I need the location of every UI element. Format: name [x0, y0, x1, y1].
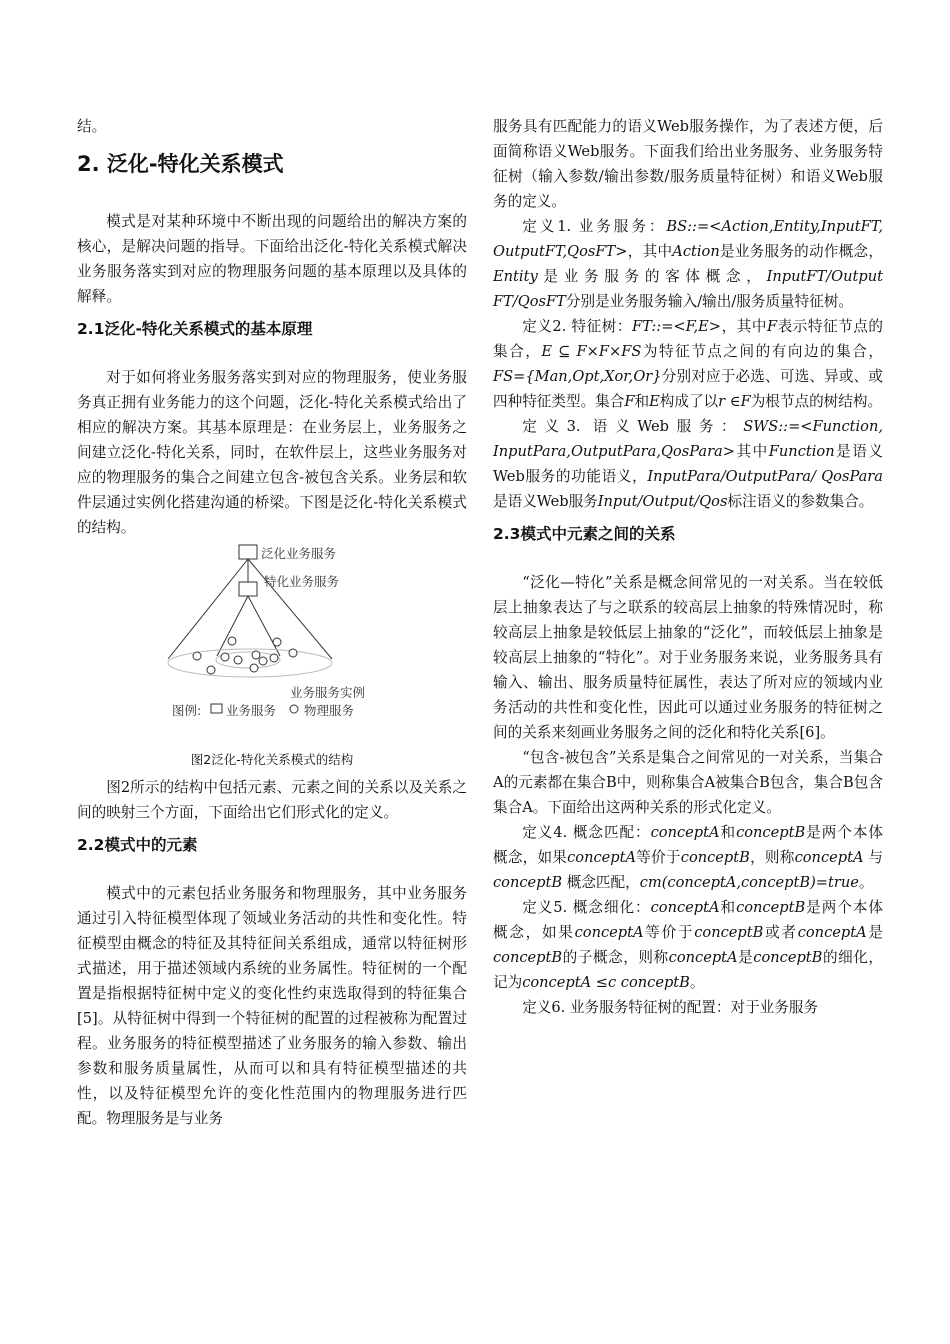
definition-6: 定义6. 业务服务特征树的配置：对于业务服务 [522, 999, 819, 1016]
paragraph: 结。 [77, 118, 107, 135]
label-general-service: 泛化业务服务 [261, 546, 337, 561]
paragraph: 对于如何将业务服务落实到对应的物理服务，使业务服务真正拥有业务能力的这个问题，泛化-特化关系模式给出了相应的解决方案。其基本原理是：在业务层上，业务服务之间建立泛化-特化关系，同时，在软件层上，这些业务服务对应的物理服务的集合之间建立包含-被包含关系。业务层和软件层通过实例化搭建沟通的桥梁。下图是泛化-特化关系模式的结构。 [77, 369, 467, 536]
physical-service-circle [234, 656, 242, 664]
figure-2 [77, 544, 467, 749]
cone-line [168, 559, 248, 659]
subsection-heading: 2.1泛化-特化关系模式的基本原理 [77, 320, 313, 338]
physical-service-circle [259, 657, 267, 665]
label-service-instance: 业务服务实例 [290, 685, 366, 700]
physical-service-circle [289, 649, 297, 657]
paragraph: “包含-被包含”关系是集合之间常见的一对关系，当集合A的元素都在集合B中，则称集合A被集合B包含，集合B包含集合A。下面给出这两种关系的形式化定义。 [493, 749, 883, 816]
definition-4: 定义4. 概念匹配：conceptA和conceptB是两个本体概念，如果conceptA等价于conceptB，则称conceptA 与 conceptB 概念匹配，cm(conceptA,conceptB)=true。 [493, 824, 883, 891]
paragraph: 服务具有匹配能力的语义Web服务操作，为了表述方便，后面简称语义Web服务。下面我们给出业务服务、业务服务特征树（输入参数/输出参数/服务质量特征树）和语义Web服务的定义。 [493, 118, 883, 210]
legend-service: 业务服务 [226, 703, 277, 718]
figure-caption: 图2泛化-特化关系模式的结构 [190, 752, 354, 767]
paragraph: 模式是对某种环境中不断出现的问题给出的解决方案的核心，是解决问题的指导。下面给出泛化-特化关系模式解决业务服务落实到对应的物理服务问题的基本原理以及具体的解释。 [77, 213, 467, 305]
paragraph: 图2所示的结构中包括元素、元素之间的关系以及关系之间的映射三个方面，下面给出它们形式化的定义。 [77, 779, 467, 821]
special-service-box [239, 582, 257, 596]
spacer [77, 353, 467, 365]
outer-set-ellipse [168, 649, 332, 677]
label-special-service: 特化业务服务 [264, 574, 340, 589]
section-heading: 2. 泛化-特化关系模式 [77, 152, 284, 176]
physical-service-circle [207, 666, 215, 674]
paragraph: 模式中的元素包括业务服务和物理服务，其中业务服务通过引入特征模型体现了领域业务活动的共性和变化性。特征模型由概念的特征及其特征间关系组成，通常以特征树形式描述，用于描述领域内系统的业务属性。特征树的一个配置是指根据特征树中定义的变化性约束选取得到的特征集合[5]。从特征树中得到一个特征树的配置的过程被称为配置过程。业务服务的特征模型描述了业务服务的输入参数、输出参数和服务质量属性，从而可以和具有特征模型描述的共性，以及特征模型允许的变化性范围内的物理服务进行匹配。物理服务是与业务 [77, 885, 467, 1127]
right-column [493, 114, 883, 1020]
subsection-heading: 2.2模式中的元素 [77, 836, 198, 854]
general-service-box [239, 545, 257, 559]
paragraph: “泛化—特化”关系是概念间常见的一对关系。当在较低层上抽象表达了与之联系的较高层上抽象的特殊情况时，称较高层上抽象是较低层上抽象的“泛化”，而较低层上抽象是较高层上抽象的“特化”。对于业务服务来说，业务服务具有输入、输出、服务质量特征属性，表达了所对应的领域内业务活动的共性和变化性，因此可以通过业务服务的特征树之间的关系来刻画业务服务之间的泛化和特化关系[6]。 [493, 574, 883, 741]
definition-1: 定义1. 业务服务：BS::=<Action,Entity,InputFT, OutputFT,QosFT>，其中Action是业务服务的动作概念，Entity是业务服务的客体概念，InputFT/Output FT/QosFT分别是业务服务输入/输出/服务质量特征树。 [493, 218, 883, 310]
legend-prefix: 图例: [172, 703, 202, 718]
legend-physical: 物理服务 [304, 703, 355, 718]
definition-3: 定义3. 语义Web服务：SWS::=<Function, InputPara,OutputPara,QosPara>其中Function是语义Web服务的功能语义，InputPara/OutputPara/ QosPara是语义Web服务Input/Output/Qos标注语义的参数集合。 [493, 418, 883, 510]
physical-service-circle [250, 664, 258, 672]
physical-service-circle [252, 651, 260, 659]
legend-box-icon [211, 704, 222, 713]
physical-service-circle [221, 653, 229, 661]
definition-2: 定义2. 特征树：FT::=<F,E>，其中F表示特征节点的集合，E ⊆ F×F×FS为特征节点之间的有向边的集合，FS={Man,Opt,Xor,Or}分别对应于必选、可选、异或、或四种特征类型。集合F和E构成了以r ∈F为根节点的树结构。 [493, 318, 883, 410]
legend-circle-icon [290, 705, 298, 713]
spacer [77, 869, 467, 881]
physical-service-circle [228, 637, 236, 645]
left-column [77, 114, 467, 1131]
subsection-heading: 2.3模式中元素之间的关系 [493, 525, 676, 543]
spacer [493, 558, 883, 570]
physical-service-circle [270, 654, 278, 662]
definition-5: 定义5. 概念细化：conceptA和conceptB是两个本体概念，如果conceptA等价于conceptB或者conceptA是conceptB的子概念，则称conceptA是conceptB的细化，记为conceptA ≤c conceptB。 [493, 899, 883, 991]
cone-line [248, 596, 280, 656]
physical-service-circle [193, 652, 201, 660]
physical-service-circle [273, 638, 281, 646]
cone-line [217, 596, 248, 656]
